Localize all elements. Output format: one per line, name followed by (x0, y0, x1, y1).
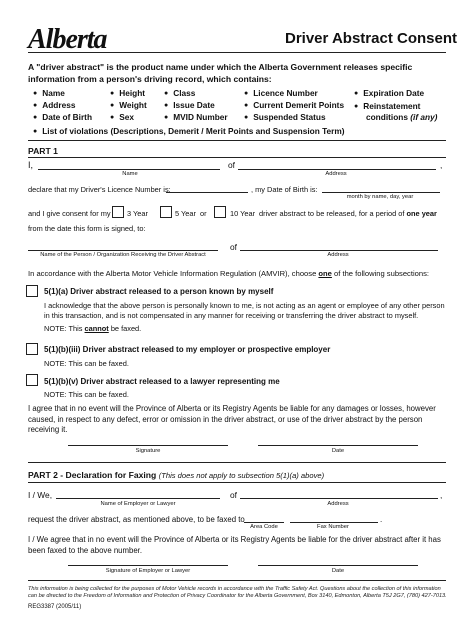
5-year-label: 5 Year (175, 209, 196, 218)
title-divider (28, 52, 446, 53)
page-title: Driver Abstract Consent (285, 30, 457, 47)
signature-caption: Signature (135, 448, 161, 454)
part2-title: PART 2 - Declaration for Faxing (28, 470, 157, 480)
dob-field[interactable] (322, 192, 440, 193)
i-label: I, (28, 160, 34, 170)
option-5-1-b-iii-label: 5(1)(b)(iii) Driver abstract released to my employer or prospective employer (44, 345, 331, 354)
bullet-item: ● Name (33, 88, 65, 98)
amvir-text-a: In accordance with the Alberta Motor Vehicle Information Regulation (AMVIR), choose (28, 269, 319, 278)
area-code-field[interactable] (244, 522, 284, 523)
licence-text: declare that my Driver's Licence Number is: (28, 185, 171, 194)
amvir-one: one (318, 269, 332, 278)
3-year-label: 3 Year (127, 209, 148, 218)
intro-text: A "driver abstract" is the product name under which the Alberta Government releases specific information from a person's driving record, which contains: (28, 62, 413, 84)
note-text: be faxed. (108, 324, 142, 333)
note-cannot: cannot (84, 324, 109, 333)
signature-field[interactable] (68, 445, 228, 446)
dob-caption: month by name, day, year (346, 194, 414, 200)
bullet-item: ● Suspended Status (244, 112, 326, 122)
name-field[interactable] (38, 169, 220, 170)
option-5-1-a-note (44, 324, 141, 333)
recipient-address-field[interactable] (240, 250, 438, 251)
option-5-1-b-iii-checkbox[interactable] (26, 343, 38, 355)
bullet-item: ● Height (110, 88, 145, 98)
release-text (259, 209, 437, 218)
fax-liability-agreement: I / We agree that in no event will the Province of Alberta or its Registry Agents be liable for the driver abstract after it has been faxed to the above number. (28, 535, 441, 555)
from-text: from the date this form is signed, to: (28, 224, 146, 233)
comma: , (440, 490, 443, 500)
employer-name-field[interactable] (56, 498, 220, 499)
bullet-item: ● List of violations (Descriptions, Demerit / Merit Points and Suspension Term) (33, 126, 345, 136)
iwe-label: I / We, (28, 490, 53, 500)
fax-number-field[interactable] (290, 522, 378, 523)
bullet-item-continuation (366, 112, 437, 122)
option-5-1-a-desc: I acknowledge that the above person is personally known to me, is not acting as an agent or employee of any other person in this transaction, and is not compensated in any manner for receiving or transferring the driver abstract to myself. (44, 301, 445, 320)
option-5-1-b-v-checkbox[interactable] (26, 374, 38, 386)
part2-divider (28, 482, 446, 483)
section-divider (28, 462, 446, 463)
bullet-item: ● MVID Number (164, 112, 228, 122)
form-number: REG3387 (2005/11) (28, 604, 82, 610)
part2-note: (This does not apply to subsection 5(1)(a) above) (158, 471, 325, 480)
fax-number-caption: Fax Number (317, 524, 349, 530)
employer-signature-caption: Signature of Employer or Lawyer (105, 568, 191, 574)
alberta-logo: Alberta (28, 24, 107, 55)
bullet-item: ● Expiration Date (354, 88, 424, 98)
employer-date-caption: Date (331, 568, 345, 574)
bullet-item: ● Date of Birth (33, 112, 92, 122)
area-code-caption: Area Code (250, 524, 278, 530)
option-5-1-b-v-note: NOTE: This can be faxed. (44, 390, 129, 399)
of-label: of (228, 160, 235, 170)
bullet-item: ● Licence Number (244, 88, 318, 98)
bullet-text: conditions (366, 112, 411, 122)
note-text: NOTE: This (44, 324, 85, 333)
recipient-caption: Name of the Person / Organization Receiving the Driver Abstract (40, 252, 206, 258)
amvir-text-c: of the following subsections: (331, 269, 430, 278)
amvir-text (28, 269, 429, 278)
liability-agreement: I agree that in no event will the Province of Alberta or its Registry Agents be liable for any damages or losses, however caused, in respect to any defect, error or omission in the driver abstract, or use of the driver abstract by the person receiving it. (28, 404, 436, 434)
recipient-name-field[interactable] (28, 250, 218, 251)
10-year-label: 10 Year (230, 209, 256, 218)
bullet-item: ● Weight (110, 100, 147, 110)
employer-address-caption: Address (327, 501, 349, 507)
privacy-notice: This information is being collected for the purposes of Motor Vehicle records in accordance with the Traffic Safety Act. Questions about the collection of this information can be directed to the Freedom of Information and Protection of Privacy Coordinator for the Alberta Government, Box 3140, Edmonton, Alberta T5J 2G7, (780) 427-7013. (28, 586, 447, 599)
consent-text: and I give consent for my (28, 209, 111, 218)
one-year-text: one year (406, 209, 437, 218)
employer-signature-field[interactable] (68, 565, 228, 566)
bullet-item: ● Address (33, 100, 75, 110)
or-label: or (200, 209, 207, 218)
name-caption: Name (122, 171, 138, 177)
bullet-text-italic: (if any) (410, 112, 438, 122)
option-5-1-b-v-label: 5(1)(b)(v) Driver abstract released to a lawyer representing me (44, 377, 280, 386)
licence-number-field[interactable] (166, 192, 248, 193)
option-5-1-a-checkbox[interactable] (26, 285, 38, 297)
employer-address-field[interactable] (240, 498, 438, 499)
release-text-main: driver abstract to be released, for a period of (259, 209, 405, 218)
request-text: request the driver abstract, as mentioned above, to be faxed to (28, 515, 245, 524)
period: . (380, 515, 383, 524)
3-year-checkbox[interactable] (112, 206, 124, 218)
bullet-item: ● Current Demerit Points (244, 100, 344, 110)
address-field[interactable] (238, 169, 436, 170)
bullet-item: ● Issue Date (164, 100, 215, 110)
part1-heading: PART 1 (28, 146, 58, 156)
employer-date-field[interactable] (258, 565, 418, 566)
address-caption: Address (325, 171, 347, 177)
bullet-item: ● Sex (110, 112, 134, 122)
date-field[interactable] (258, 445, 418, 446)
footer-divider (28, 580, 446, 581)
bullet-item: ● Reinstatement (354, 101, 420, 111)
date-caption: Date (331, 448, 345, 454)
option-5-1-b-iii-note: NOTE: This can be faxed. (44, 359, 129, 368)
5-year-checkbox[interactable] (160, 206, 172, 218)
part2-heading (28, 470, 324, 480)
recipient-address-caption: Address (327, 252, 349, 258)
10-year-checkbox[interactable] (214, 206, 226, 218)
dob-text: , my Date of Birth is: (251, 185, 318, 194)
part1-divider (28, 157, 446, 158)
comma: , (440, 160, 443, 170)
section-divider (28, 140, 446, 141)
of-label-2: of (230, 242, 237, 252)
bullet-item: ● Class (164, 88, 195, 98)
of-label-3: of (230, 490, 237, 500)
employer-caption: Name of Employer or Lawyer (100, 501, 176, 507)
option-5-1-a-label: 5(1)(a) Driver abstract released to a person known by myself (44, 287, 274, 296)
